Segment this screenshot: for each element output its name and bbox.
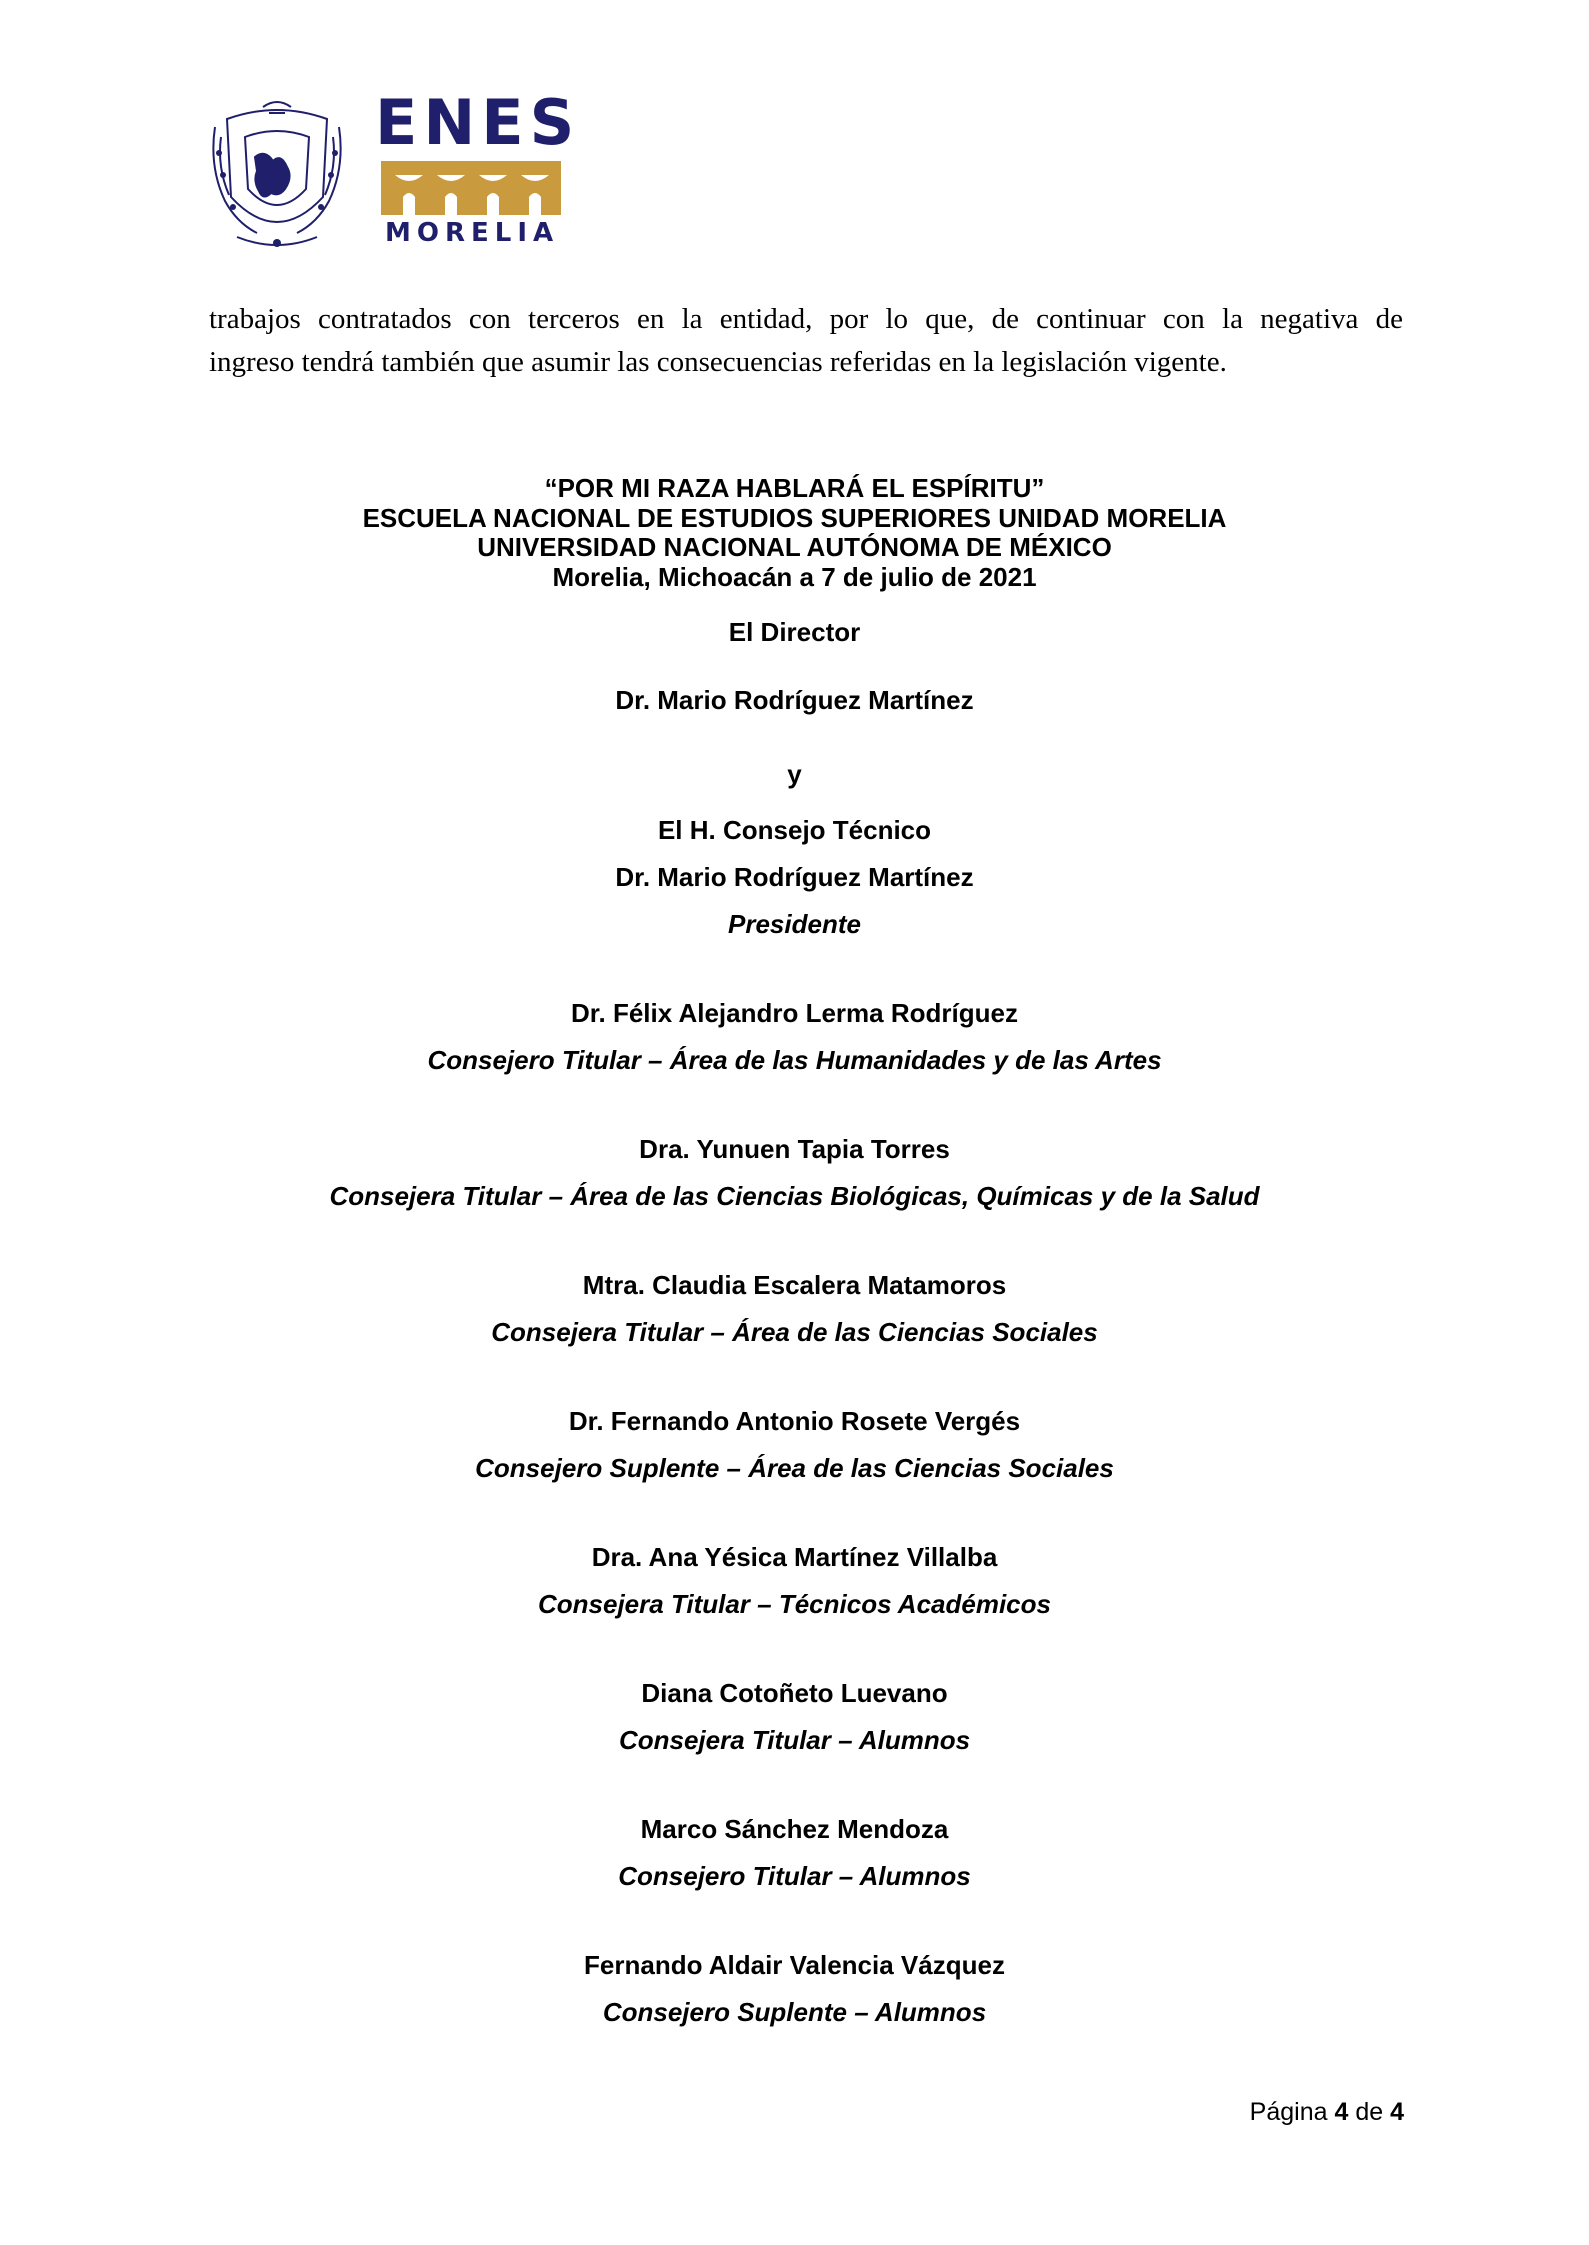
member-name: Mtra. Claudia Escalera Matamoros — [582, 1270, 1007, 1300]
page-number — [1250, 2098, 1404, 2127]
enes-logo-word: ENES — [375, 86, 581, 159]
aqueduct-arches-icon — [381, 161, 561, 215]
member-name: Diana Cotoñeto Luevano — [641, 1678, 948, 1708]
member-name: Marco Sánchez Mendoza — [640, 1814, 949, 1844]
director-name: Dr. Mario Rodríguez Martínez — [615, 685, 974, 715]
member-name: Dr. Félix Alejandro Lerma Rodríguez — [571, 998, 1018, 1028]
motto: “POR MI RAZA HABLARÁ EL ESPÍRITU” — [544, 473, 1045, 503]
member-name: Fernando Aldair Valencia Vázquez — [584, 1950, 1005, 1980]
intro-line: trabajos contratados con terceros en la entidad, por lo que, de continuar con la negativa de — [209, 303, 1403, 335]
member-role: Consejera Titular – Técnicos Académicos — [538, 1589, 1051, 1619]
member-name: Dr. Fernando Antonio Rosete Vergés — [568, 1406, 1021, 1436]
member-role: Consejero Titular – Alumnos — [618, 1861, 971, 1891]
enes-morelia-logo — [375, 86, 581, 250]
university-name: UNIVERSIDAD NACIONAL AUTÓNOMA DE MÉXICO — [477, 532, 1112, 562]
council-president-role: Presidente — [728, 909, 861, 939]
member-role: Consejera Titular – Área de las Ciencias Sociales — [491, 1317, 1098, 1347]
council-title: El H. Consejo Técnico — [657, 815, 932, 845]
council-president-name: Dr. Mario Rodríguez Martínez — [615, 862, 974, 892]
page-label: Página — [1249, 2098, 1328, 2126]
member-name: Dra. Ana Yésica Martínez Villalba — [591, 1542, 998, 1572]
director-title: El Director — [728, 617, 861, 647]
member-role: Consejero Titular – Área de las Humanidades y de las Artes — [427, 1045, 1162, 1075]
page-total: 4 — [1390, 2098, 1404, 2126]
intro-paragraph — [209, 298, 1403, 384]
member-role: Consejera Titular – Alumnos — [618, 1725, 971, 1755]
unam-shield-logo — [207, 97, 347, 250]
intro-line: ingreso tendrá también que asumir las consecuencias referidas en la legislación vigente. — [209, 346, 1227, 378]
page-of: de — [1355, 2098, 1384, 2126]
member-role: Consejero Suplente – Alumnos — [602, 1997, 987, 2027]
member-name: Dra. Yunuen Tapia Torres — [639, 1134, 950, 1164]
place-date: Morelia, Michoacán a 7 de julio de 2021 — [552, 561, 1037, 592]
enes-logo-subtitle: MORELIA — [385, 218, 560, 248]
member-role: Consejero Suplente – Área de las Ciencias Sociales — [475, 1453, 1114, 1483]
conjunction: y — [787, 759, 802, 789]
member-role: Consejera Titular – Área de las Ciencias Biológicas, Químicas y de la Salud — [329, 1181, 1260, 1211]
school-name: ESCUELA NACIONAL DE ESTUDIOS SUPERIORES UNIDAD MORELIA — [362, 502, 1227, 533]
closing-block — [0, 474, 1589, 592]
page-current: 4 — [1334, 2098, 1349, 2126]
